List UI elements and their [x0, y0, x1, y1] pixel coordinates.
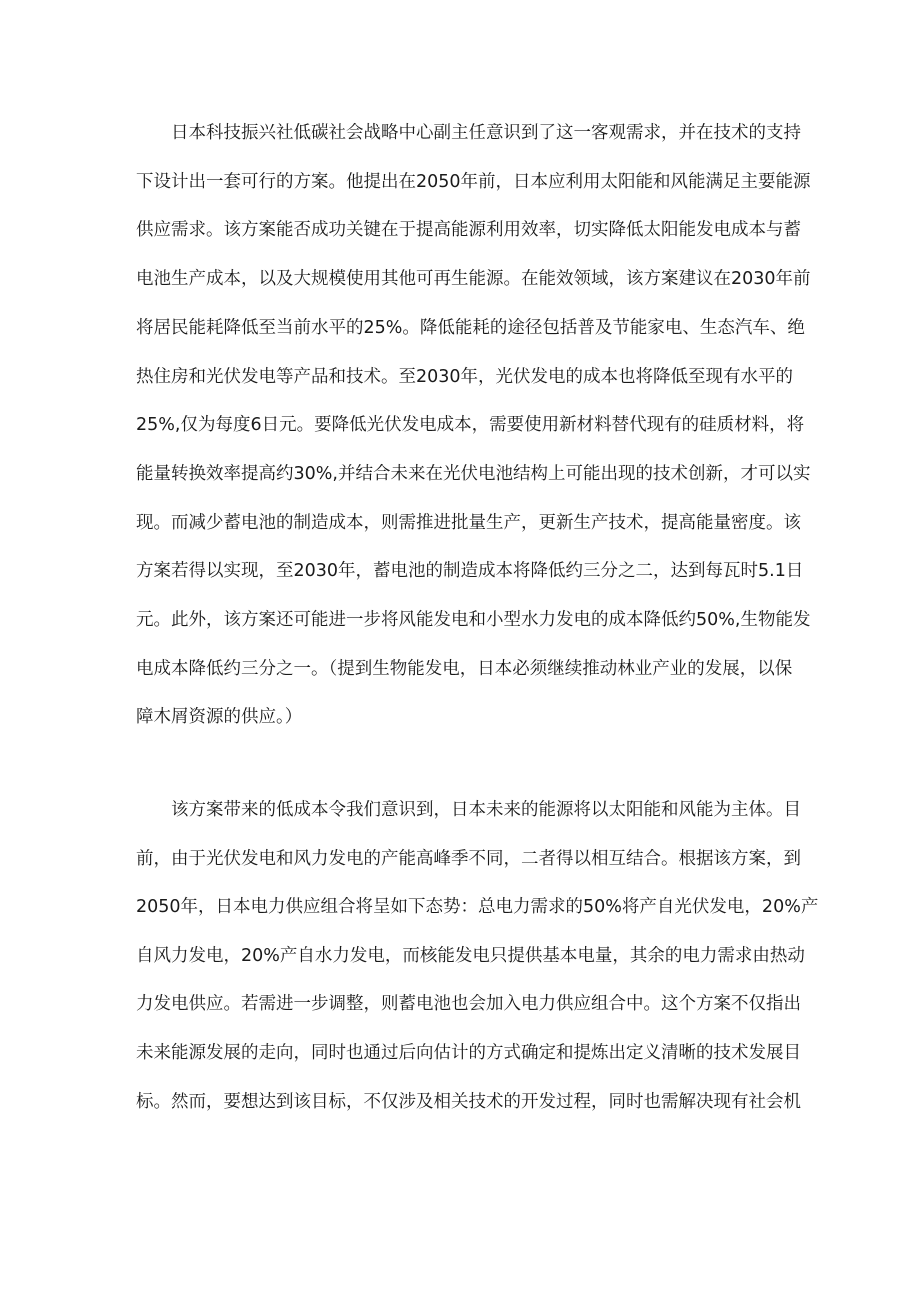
paragraph-line: 未来能源发展的走向，同时也通过后向估计的方式确定和提炼出定义清晰的技术发展目: [136, 1043, 801, 1063]
paragraph-line: 供应需求。该方案能否成功关键在于提高能源利用效率，切实降低太阳能发电成本与蓄: [136, 220, 801, 240]
paragraph-line: 方案若得以实现，至2030年，蓄电池的制造成本将降低约三分之二，达到每瓦时5.1日: [136, 561, 804, 581]
paragraph-line: 能量转换效率提高约30%,并结合未来在光伏电池结构上可能出现的技术创新，才可以实: [136, 464, 811, 484]
paragraph-line: 电池生产成本，以及大规模使用其他可再生能源。在能效领域，该方案建议在2030年前: [136, 269, 811, 289]
paragraph-line: 电成本降低约三分之一。（提到生物能发电，日本必须继续推动林业产业的发展，以保: [136, 659, 793, 679]
paragraph-line: 障木屑资源的供应。）: [136, 707, 303, 727]
paragraph-line: 现。而减少蓄电池的制造成本，则需推进批量生产，更新生产技术，提高能量密度。该: [136, 513, 801, 533]
paragraph-line: 自风力发电，20%产自水力发电，而核能发电只提供基本电量，其余的电力需求由热动: [136, 946, 805, 966]
paragraph-line: 热住房和光伏发电等产品和技术。至2030年，光伏发电的成本也将降低至现有水平的: [136, 367, 794, 387]
paragraph-line: 2050年，日本电力供应组合将呈如下态势：总电力需求的50%将产自光伏发电，20%产: [136, 897, 819, 917]
paragraph-line: 下设计出一套可行的方案。他提出在2050年前，日本应利用太阳能和风能满足主要能源: [136, 172, 811, 192]
paragraph-line: 标。然而，要想达到该目标，不仅涉及相关技术的开发过程，同时也需解决现有社会机: [136, 1092, 801, 1112]
paragraph-line: 将居民能耗降低至当前水平的25%。降低能耗的途径包括普及节能家电、生态汽车、绝: [136, 318, 805, 338]
paragraph-line: 该方案带来的低成本令我们意识到，日本未来的能源将以太阳能和风能为主体。目: [171, 800, 801, 820]
paragraph-line: 日本科技振兴社低碳社会战略中心副主任意识到了这一客观需求，并在技术的支持: [171, 123, 801, 143]
paragraph-line: 前，由于光伏发电和风力发电的产能高峰季不同，二者得以相互结合。根据该方案，到: [136, 849, 801, 869]
paragraph-line: 元。此外，该方案还可能进一步将风能发电和小型水力发电的成本降低约50%,生物能发: [136, 610, 811, 630]
paragraph-line: 25%,仅为每度6日元。要降低光伏发电成本，需要使用新材料替代现有的硅质材料，将: [136, 415, 805, 435]
paragraph-line: 力发电供应。若需进一步调整，则蓄电池也会加入电力供应组合中。这个方案不仅指出: [136, 994, 801, 1014]
